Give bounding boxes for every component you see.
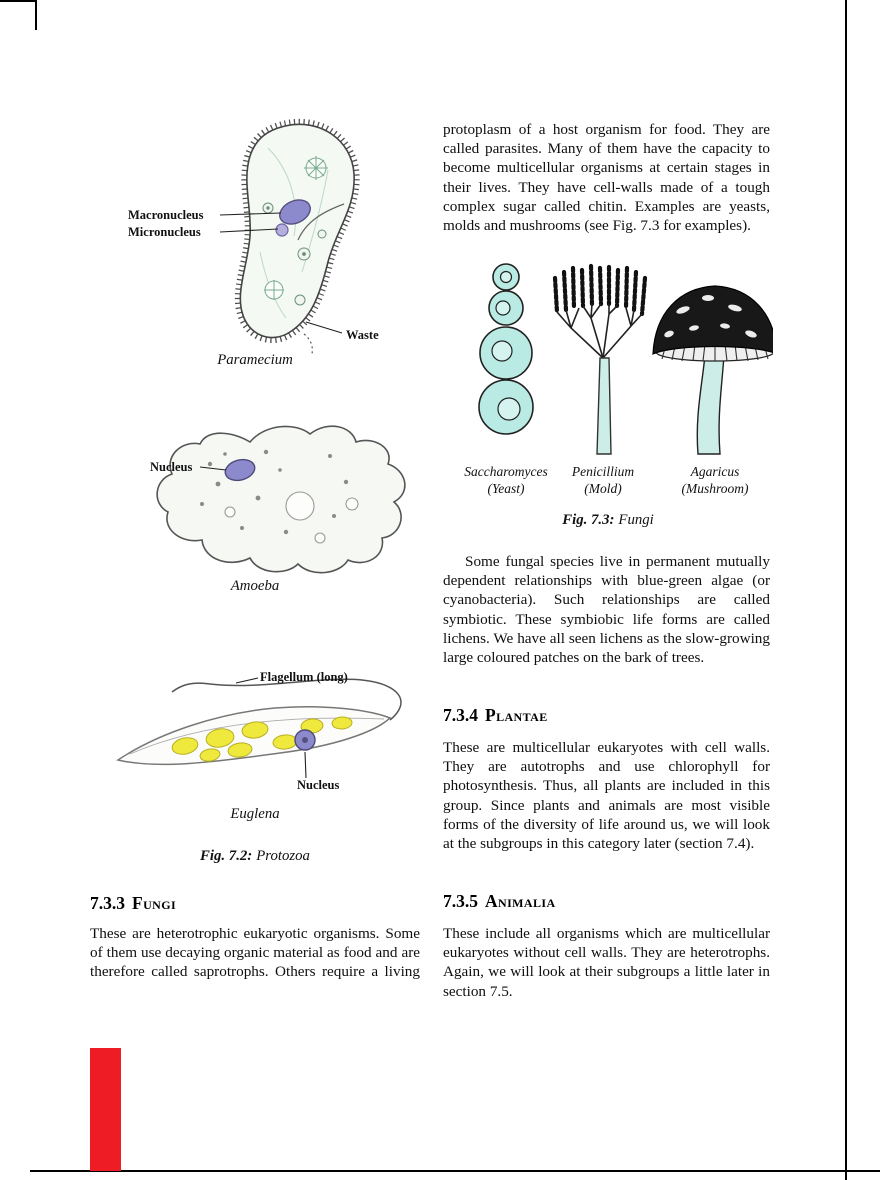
species-label-mold	[543, 463, 663, 497]
species-name-mushroom: Agaricus	[690, 464, 740, 479]
paramecium-caption: Paramecium	[217, 352, 293, 368]
euglena-caption: Euglena	[230, 806, 280, 822]
paramecium-body	[240, 124, 354, 337]
mold-stalk	[597, 358, 611, 454]
section-title-fungi: Fungi	[132, 893, 177, 913]
fig72-caption-label: Fig. 7.2:	[200, 848, 253, 864]
mold-branches	[557, 304, 642, 358]
species-sub-mold: (Mold)	[584, 481, 622, 496]
yeast-cells	[479, 264, 533, 434]
paragraph-lichens: Some fungal species live in permanent mutually dependent relationships with blue-green algae (or cyanobacteria). Such relationships are called symbiotic. These symbiobic life forms are called lichens. We have all seen lichens as the slow-growing large coloured patches on the bark of trees.	[443, 553, 770, 667]
red-margin-bar	[90, 1048, 121, 1171]
section-title-animalia: Animalia	[485, 891, 556, 911]
euglena-nucleus-label: Nucleus	[297, 778, 340, 792]
euglena-flagellum-label: Flagellum (long)	[260, 670, 348, 684]
fig73-caption-label: Fig. 7.3:	[562, 512, 615, 528]
fig73-caption-title: Fungi	[618, 512, 654, 528]
corner-mark-horizontal	[0, 0, 37, 2]
corner-mark-vertical	[35, 0, 37, 30]
paramecium-micronucleus	[276, 224, 288, 236]
fig72-caption-title: Protozoa	[256, 848, 310, 864]
fungi-illustration	[443, 258, 773, 458]
figure-euglena	[90, 658, 420, 808]
page-bottom-rule	[30, 1170, 880, 1172]
paramecium-macronucleus-label: Macronucleus	[128, 208, 204, 222]
amoeba-body	[157, 426, 405, 573]
page-right-rule	[845, 0, 847, 1180]
paramecium-micronucleus-label: Micronucleus	[128, 225, 201, 239]
species-name-mold: Penicillium	[571, 464, 635, 479]
section-heading-animalia	[443, 891, 773, 912]
section-number-plantae: 7.3.4	[443, 705, 478, 725]
section-number-fungi: 7.3.3	[90, 893, 125, 913]
section-number-animalia: 7.3.5	[443, 891, 478, 911]
mold-spore-chains	[555, 266, 645, 314]
fig72-caption	[90, 848, 420, 865]
amoeba-illustration	[90, 412, 420, 574]
mushroom-stem	[697, 355, 724, 454]
paragraph-fungi: These are heterotrophic eukaryotic organisms. Some of them use decaying organic material as food and are therefore called saprotrophs. Others require a living	[90, 925, 420, 981]
paramecium-waste-label: Waste	[346, 328, 379, 342]
paragraph-plantae: These are multicellular eukaryotes with cell walls. They are autotrophs and use chlorophyll for photosynthesis. Thus, all plants are included in this group. Since plants and animals are most visible forms of the diversity of life around us, we will look at the subgroups in this category later (section 7.4).	[443, 739, 770, 853]
figure-paramecium	[90, 112, 420, 362]
section-heading-plantae	[443, 705, 773, 726]
paramecium-waste-trail	[304, 334, 312, 354]
euglena-nucleolus	[302, 737, 308, 743]
species-sub-mushroom: (Mushroom)	[681, 481, 749, 496]
euglena-illustration	[90, 658, 420, 808]
amoeba-nucleus-label: Nucleus	[150, 460, 193, 474]
mushroom-cap	[653, 286, 773, 354]
section-heading-fungi	[90, 893, 420, 914]
figure-amoeba	[90, 412, 420, 574]
fig73-caption	[443, 512, 773, 529]
amoeba-caption: Amoeba	[230, 578, 280, 594]
species-name-yeast: Saccharomyces	[464, 464, 548, 479]
figure-fungi-examples	[443, 258, 773, 503]
paragraph-fungi-continued: protoplasm of a host organism for food. They are called parasites. Many of them have the capacity to become multicellular organisms at certain stages in their lives. They have cell-walls made of a tough complex sugar called chitin. Examples are yeasts, molds and mushrooms (see Fig. 7.3 for examples).	[443, 121, 770, 235]
species-label-mushroom	[655, 463, 775, 497]
species-sub-yeast: (Yeast)	[487, 481, 525, 496]
paragraph-animalia: These include all organisms which are multicellular eukaryotes without cell walls. They are heterotrophs. Again, we will look at their subgroups a little later in section 7.5.	[443, 925, 770, 1000]
section-title-plantae: Plantae	[485, 705, 548, 725]
